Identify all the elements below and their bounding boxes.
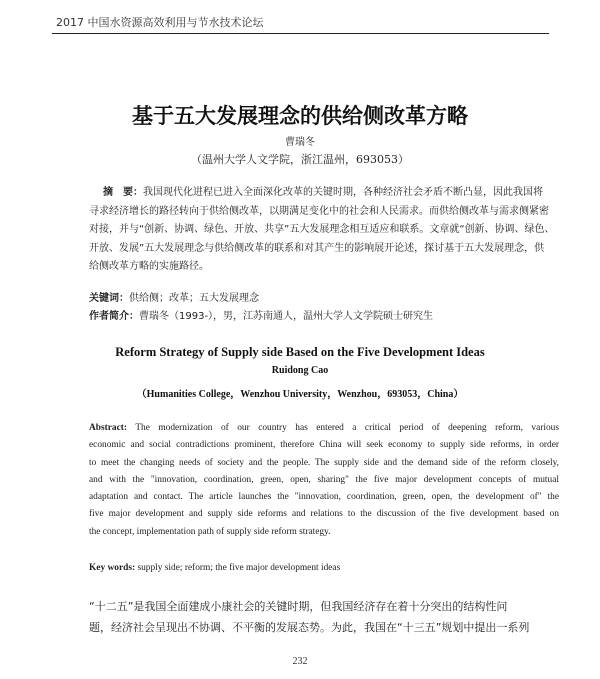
author-bio-label: 作者简介： [89,311,139,322]
chinese-title: 基于五大发展理念的供给侧改革方略 [132,104,468,128]
chinese-affiliation: （温州大学人文学院，浙江温州，693053） [191,153,409,166]
english-keywords [89,563,340,573]
chinese-author: 曹瑞冬 [285,137,315,148]
english-abstract-line: adaptation and contact. The article launches the "innovation, coordination, green, open, the development of" the [89,492,559,503]
chinese-abstract-line: 对接，并与“创新、协调、绿色、开放、共享”五大发展理念相互适应和联系。文章就“创新、协调、绿色、 [89,224,555,235]
english-abstract-line: Abstract: The modernization of our country has entered a critical period of deepening reform, various [89,423,559,433]
chinese-abstract [89,184,556,277]
header-rule [52,33,549,34]
english-abstract-line: and with the "innovation, coordination, green, open, sharing" the five major development concepts of mutual [89,474,559,485]
english-abstract-line: to meet the changing needs of society and the people. The supply side and the demand side of the reform closely, [89,457,559,468]
english-abstract-label: Abstract: [89,423,128,433]
chinese-abstract-line: 给侧改革方略的实施路径。 [89,261,209,272]
english-abstract-line: the concept, implementation path of supply side reform strategy. [89,526,331,537]
author-bio-text: 曹瑞冬（1993-），男，江苏南通人，温州大学人文学院硕士研究生 [139,311,434,322]
chinese-abstract-line: 开放、发展”五大发展理念与供给侧改革的联系和对其产生的影响展开论述，探讨基于五大发展理念，供 [89,242,545,254]
author-bio [89,307,433,322]
chinese-abstract-label: 摘 要： [103,187,143,198]
english-abstract-line: five major development and supply side reforms and relations to the discussion of the five development based on [89,509,559,520]
english-abstract-line: economic and social contradictions prominent, therefore China will seek economy to supply side reforms, in order [89,440,559,451]
body-line: 题，经济社会呈现出不协调、不平衡的发展态势。为此，我国在“十三五”规划中提出一系列 [89,621,530,634]
english-keywords-label: Key words: [89,563,136,573]
chinese-abstract-line: 寻求经济增长的路径转向于供给侧改革，以期满足变化中的社会和人民需求。而供给侧改革与需求侧紧密 [89,205,549,217]
chinese-abstract-line: 摘 要：我国现代化进程已进入全面深化改革的关键时期，各种经济社会矛盾不断凸显，因此我国将 [103,187,543,198]
english-title: Reform Strategy of Supply side Based on the Five Development Ideas [115,345,485,359]
chinese-keywords-label: 关键词： [89,293,129,304]
english-keywords-text: supply side; reform; the five major development ideas [137,563,341,573]
english-author: Ruidong Cao [271,365,329,376]
page-number: 232 [292,656,308,667]
chinese-keywords [89,289,259,304]
body-paragraph [89,596,559,638]
english-abstract [89,420,559,541]
english-affiliation: （Humanities College，Wenzhou University，Wenzhou，693053，China） [136,389,464,400]
body-line: “十二五”是我国全面建成小康社会的关键时期，但我国经济存在着十分突出的结构性问 [89,600,508,613]
chinese-keywords-text: 供给侧；改革；五大发展理念 [129,293,259,304]
running-header: 2017 中国水资源高效利用与节水技术论坛 [56,16,264,29]
